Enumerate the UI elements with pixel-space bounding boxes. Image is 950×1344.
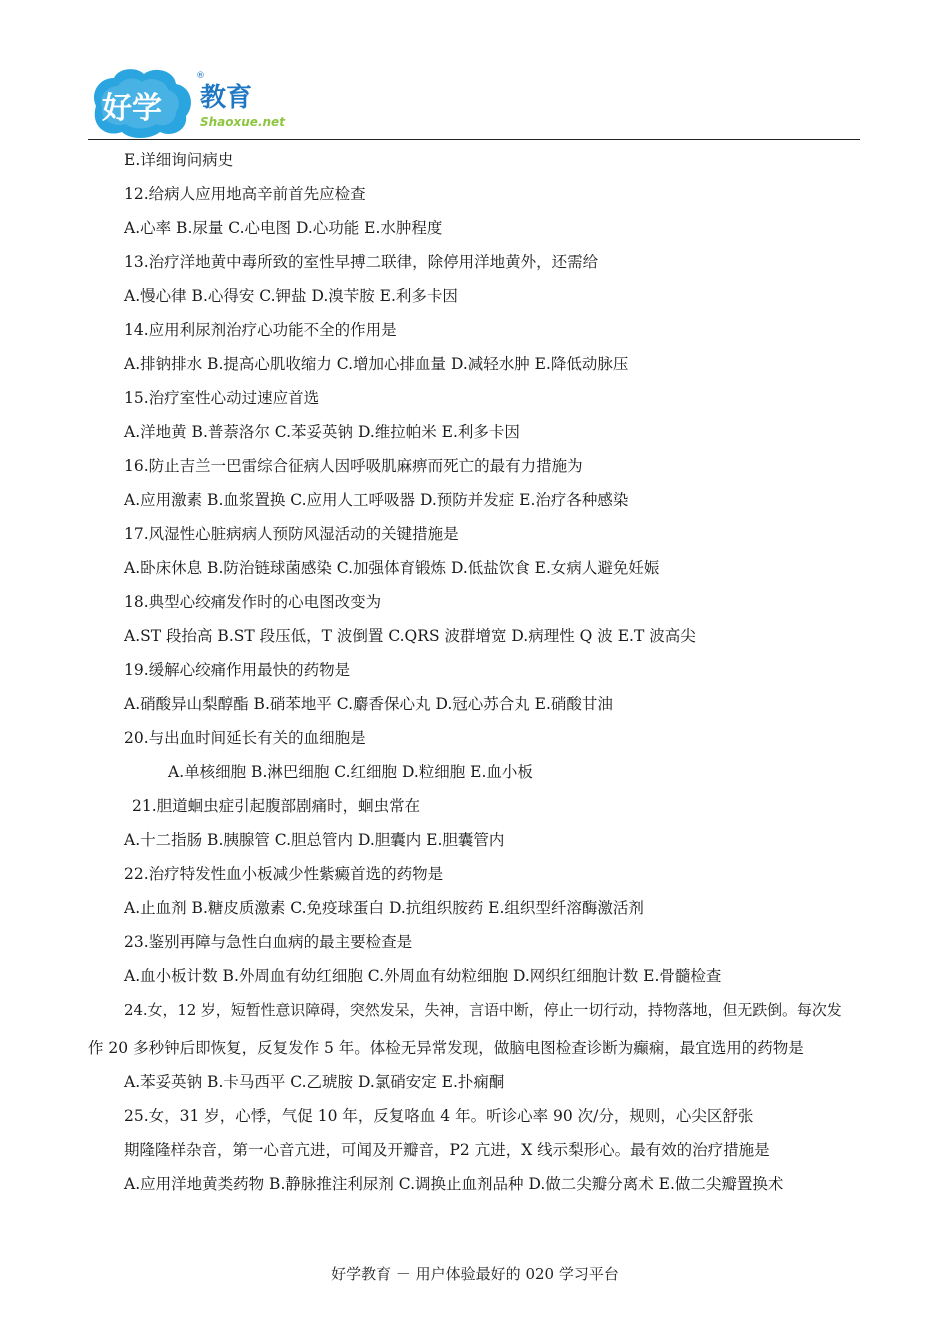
options-24: A.苯妥英钠 B.卡马西平 C.乙琥胺 D.氯硝安定 E.扑痫酮	[124, 1073, 505, 1091]
question-15: 15.治疗室性心动过速应首选	[124, 389, 320, 407]
question-22: 22.治疗特发性血小板减少性紫癜首选的药物是	[124, 865, 444, 883]
options-14: A.排钠排水 B.提高心肌收缩力 C.增加心排血量 D.减轻水肿 E.降低动脉压	[124, 355, 629, 373]
question-12: 12.给病人应用地高辛前首先应检查	[124, 185, 366, 203]
options-15: A.洋地黄 B.普萘洛尔 C.苯妥英钠 D.维拉帕米 E.利多卡因	[124, 423, 520, 441]
question-25-continued: 期隆隆样杂音，第一心音亢进，可闻及开瓣音，P2 亢进，X 线示梨形心。最有效的治疗措施是	[124, 1141, 770, 1159]
text-line: E.详细询问病史	[124, 151, 234, 169]
question-24: 24.女，12 岁，短暂性意识障碍，突然发呆，失神，言语中断，停止一切行动，持物落地，但无跌倒。每次发	[124, 1001, 842, 1019]
options-25: A.应用洋地黄类药物 B.静脉推注利尿剂 C.调换止血剂品种 D.做二尖瓣分离术 E.做二尖瓣置换术	[124, 1175, 784, 1193]
header-divider	[88, 139, 860, 140]
logo-site-text: Shaoxue.net	[200, 115, 285, 129]
options-20: A.单核细胞 B.淋巴细胞 C.红细胞 D.粒细胞 E.血小板	[168, 763, 533, 781]
question-14: 14.应用利尿剂治疗心功能不全的作用是	[124, 321, 397, 339]
haoxue-logo	[88, 64, 298, 140]
options-12: A.心率 B.尿量 C.心电图 D.心功能 E.水肿程度	[124, 219, 443, 237]
options-21: A.十二指肠 B.胰腺管 C.胆总管内 D.胆囊内 E.胆囊管内	[124, 831, 505, 849]
question-21: 21.胆道蛔虫症引起腹部剧痛时，蛔虫常在	[132, 797, 421, 815]
page-footer: 好学教育 － 用户体验最好的 020 学习平台	[331, 1265, 619, 1283]
logo-text-jiaoyu: 教育	[200, 83, 253, 113]
options-18: A.ST 段抬高 B.ST 段压低，T 波倒置 C.QRS 波群增宽 D.病理性 Q 波 E.T 波高尖	[124, 627, 696, 645]
logo-text-haoxue: 好学	[102, 91, 162, 126]
registered-mark-icon: ®	[196, 71, 205, 81]
options-23: A.血小板计数 B.外周血有幼红细胞 C.外周血有幼粒细胞 D.网织红细胞计数 E.骨髓检查	[124, 967, 722, 985]
options-22: A.止血剂 B.糖皮质激素 C.免疫球蛋白 D.抗组织胺药 E.组织型纤溶酶激活剂	[124, 899, 644, 917]
page-header	[0, 0, 950, 140]
options-13: A.慢心律 B.心得安 C.钾盐 D.溴苄胺 E.利多卡因	[124, 287, 458, 305]
question-24-continued: 作 20 多秒钟后即恢复，反复发作 5 年。体检无异常发现，做脑电图检查诊断为癫痫，最宜选用的药物是	[88, 1039, 804, 1057]
options-17: A.卧床休息 B.防治链球菌感染 C.加强体育锻炼 D.低盐饮食 E.女病人避免妊娠	[124, 559, 660, 577]
question-19: 19.缓解心绞痛作用最快的药物是	[124, 661, 351, 679]
question-16: 16.防止吉兰一巴雷综合征病人因呼吸肌麻痹而死亡的最有力措施为	[124, 457, 583, 475]
question-18: 18.典型心绞痛发作时的心电图改变为	[124, 593, 382, 611]
question-20: 20.与出血时间延长有关的血细胞是	[124, 729, 366, 747]
question-23: 23.鉴别再障与急性白血病的最主要检查是	[124, 933, 413, 951]
options-16: A.应用激素 B.血浆置换 C.应用人工呼吸器 D.预防并发症 E.治疗各种感染	[124, 491, 629, 509]
question-25: 25.女，31 岁，心悸，气促 10 年，反复咯血 4 年。听诊心率 90 次/分，规则，心尖区舒张	[124, 1107, 754, 1125]
question-17: 17.风湿性心脏病病人预防风湿活动的关键措施是	[124, 525, 459, 543]
options-19: A.硝酸异山梨醇酯 B.硝苯地平 C.麝香保心丸 D.冠心苏合丸 E.硝酸甘油	[124, 695, 613, 713]
question-13: 13.治疗洋地黄中毒所致的室性早搏二联律，除停用洋地黄外，还需给	[124, 253, 599, 271]
